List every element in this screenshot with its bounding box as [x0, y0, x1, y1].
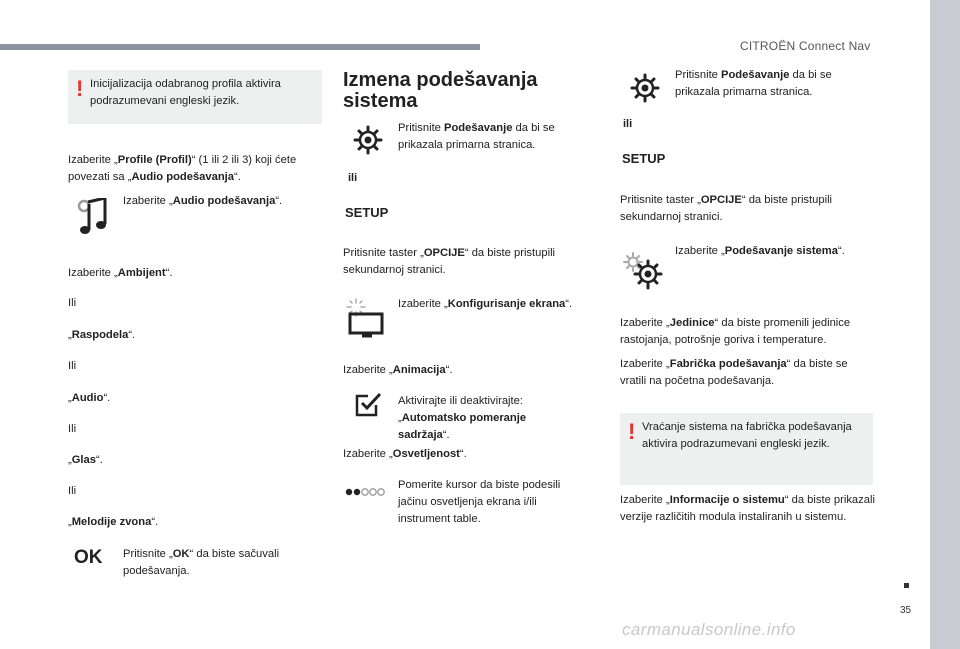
text-or: ili: [348, 172, 358, 184]
paragraph-voice: „Glas“.: [68, 454, 103, 466]
paragraph-press-settings: Pritisnite Podešavanje da bi se prikazala primarna stranica.: [398, 122, 555, 151]
paragraph-distribution: „Raspodela“.: [68, 329, 136, 341]
warning-box: [68, 70, 322, 124]
setup-button-label: SETUP: [345, 205, 389, 220]
warning-text: Inicijalizacija odabranog profila aktivira podrazumevani engleski jezik.: [90, 78, 281, 107]
page-marker: [904, 583, 909, 588]
settings-gear-icon: [353, 125, 383, 155]
paragraph-system-info: Izaberite „Informacije o sistemu“ da biste prikazali verzije različitih modula instaliranih u sistemu.: [620, 494, 875, 523]
audio-settings-icon: [75, 198, 113, 236]
warning-icon: !: [628, 419, 636, 444]
text-or: Ili: [68, 297, 77, 309]
paragraph-options: Pritisnite taster „OPCIJE“ da biste pristupili sekundarnoj stranici.: [343, 247, 556, 276]
text-or: Ili: [68, 423, 77, 435]
ok-icon: OK: [74, 547, 103, 568]
header-title: CITROËN Connect Nav: [740, 39, 871, 53]
warning-text: Vraćanje sistema na fabrička podešavanja aktivira podrazumevani engleski jezik.: [642, 421, 852, 450]
paragraph-system-settings: Izaberite „Podešavanje sistema“.: [675, 245, 845, 257]
watermark: carmanualsonline.info: [622, 620, 796, 639]
paragraph-ambient: Izaberite „Ambijent“.: [68, 267, 173, 279]
paragraph-options: Pritisnite taster „OPCIJE“ da biste pristupili sekundarnoj stranici.: [620, 194, 833, 223]
page-number: 35: [900, 605, 912, 616]
paragraph-ok: Pritisnite „OK“ da biste sačuvali podešavanja.: [123, 548, 280, 577]
checkbox-icon: [354, 392, 382, 418]
paragraph-brightness-slider: Pomerite kursor da biste podesili jačinu osvetljenja ekrana i/ili instrument table.: [398, 479, 561, 525]
paragraph-audio: Izaberite „Audio podešavanja“.: [123, 195, 283, 207]
header-rule: [0, 44, 480, 50]
warning-icon: !: [76, 76, 84, 101]
paragraph-profile: Izaberite „Profile (Profil)“ (1 ili 2 ili 3) koji ćete povezati sa „Audio podešavanja“.: [68, 154, 297, 183]
paragraph-display-config: Izaberite „Konfigurisanje ekrana“.: [398, 298, 573, 310]
paragraph-auto-scroll: Aktivirajte ili deaktivirajte: „Automatsko pomeranje sadržaja“.: [398, 395, 527, 441]
brightness-slider-icon: [345, 487, 385, 497]
text-or: ili: [623, 118, 633, 130]
paragraph-units: Izaberite „Jedinice“ da biste promenili jedinice rastojanja, potrošnje goriva i temperature.: [620, 317, 851, 346]
warning-box: [620, 413, 873, 485]
paragraph-ringtones: „Melodije zvona“.: [68, 516, 159, 528]
text-or: Ili: [68, 360, 77, 372]
paragraph-audio-option: „Audio“.: [68, 392, 111, 404]
display-config-icon: [345, 298, 385, 338]
setup-button-label: SETUP: [622, 151, 666, 166]
settings-gear-icon: [630, 73, 660, 103]
paragraph-press-settings: Pritisnite Podešavanje da bi se prikazala primarna stranica.: [675, 69, 832, 98]
system-settings-icon: [622, 252, 664, 290]
paragraph-brightness: Izaberite „Osvetljenost“.: [343, 448, 467, 460]
page-margin-strip: [930, 0, 960, 649]
section-heading: Izmena podešavanja sistema: [343, 69, 538, 112]
paragraph-animation: Izaberite „Animacija“.: [343, 364, 453, 376]
paragraph-factory-settings: Izaberite „Fabrička podešavanja“ da biste se vratili na početna podešavanja.: [620, 358, 848, 387]
text-or: Ili: [68, 485, 77, 497]
